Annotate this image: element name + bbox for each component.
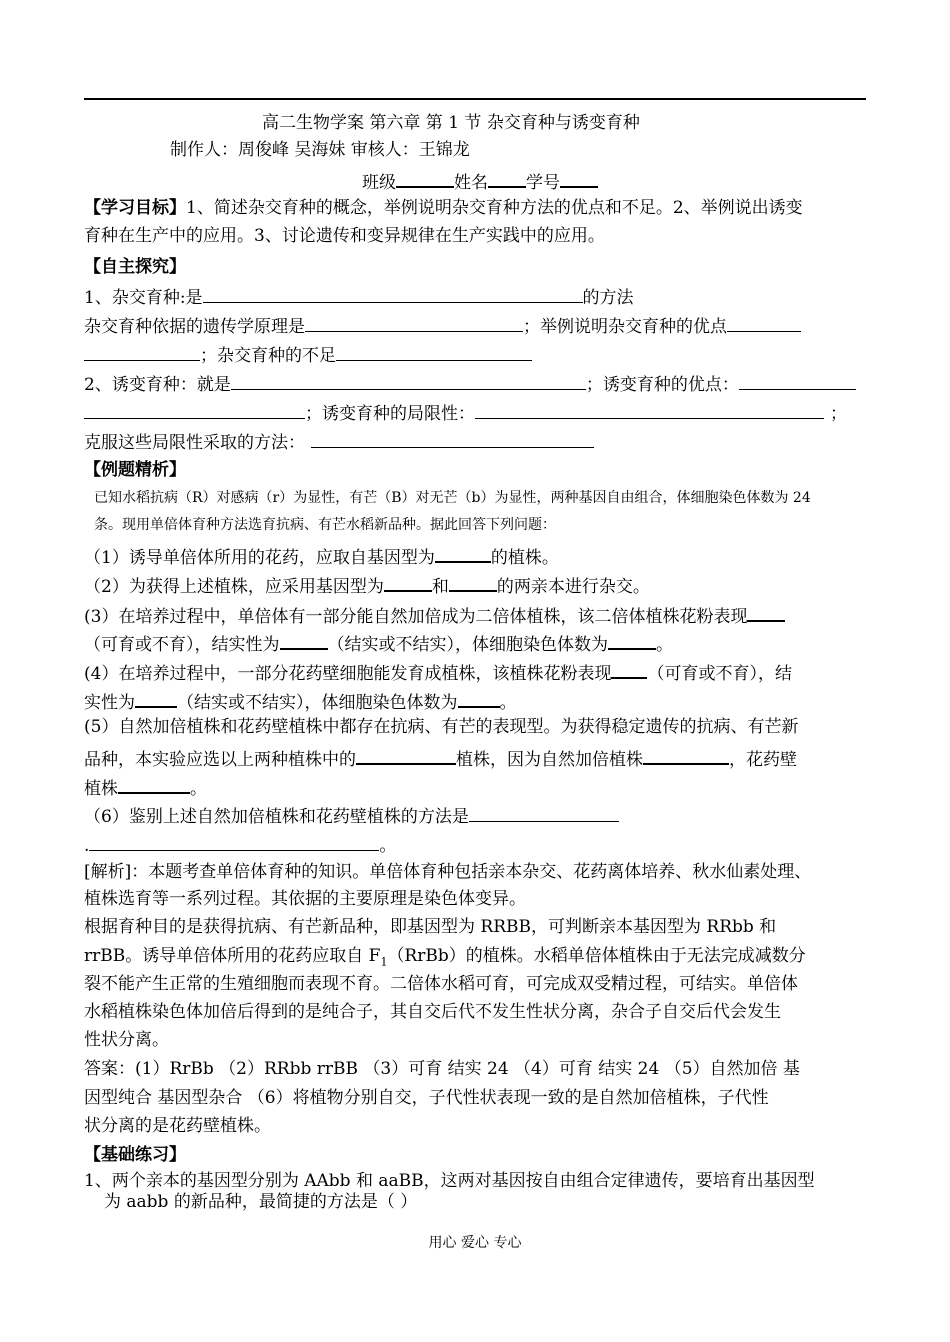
example-p3-text-a: (3）在培养过程中，单倍体有一部分能自然加倍成为二倍体植株，该二倍体植株花粉表现 bbox=[84, 607, 748, 627]
practice-q1-line-1: 1、两个亲本的基因型分别为 AAbb 和 aaBB，这两对基因按自由组合定律遗传，要培育出基因型 bbox=[84, 1171, 815, 1191]
explore-q2-line-1 bbox=[84, 369, 856, 398]
crossbreeding-principle-blank[interactable] bbox=[305, 311, 523, 332]
example-p5-text-b: 品种，本实验应选以上两种植株中的 bbox=[84, 750, 356, 770]
explore-q2-text-c: ；诱变育种的局限性： bbox=[305, 404, 475, 424]
example-p2-text-a: （2）为获得上述植株，应采用基因型为 bbox=[84, 577, 384, 597]
example-part-5-line-3 bbox=[84, 772, 207, 802]
example-p4-text-b: （可育或不育），结 bbox=[647, 664, 792, 684]
example-p5-text-f: 。 bbox=[190, 779, 207, 799]
diploid-fertility-blank[interactable] bbox=[280, 628, 328, 650]
parent-genotype-2-blank[interactable] bbox=[449, 570, 497, 592]
analysis-line-6: 水稻植株染色体加倍后得到的是纯合子，其自交后代不发生性状分离，杂合子自交后代会发生 bbox=[84, 1002, 781, 1022]
explore-heading: 【自主探究】 bbox=[84, 257, 186, 277]
explore-q2-line-3 bbox=[84, 427, 594, 456]
answer-line-1: 答案：(1）RrBb （2）RRbb rrBB （3）可育 结实 24 （4）可育 结实 24 （5）自然加倍 基 bbox=[84, 1059, 800, 1079]
explore-q2-line-2 bbox=[84, 398, 847, 427]
number-label: 学号 bbox=[526, 173, 560, 193]
selected-plant-blank[interactable] bbox=[356, 743, 456, 765]
answer-line-3: 状分离的是花药壁植株。 bbox=[84, 1116, 271, 1136]
mutation-limitation-blank[interactable] bbox=[475, 398, 824, 419]
practice-q1-line-2: 为 aabb 的新品种，最简捷的方法是（ ） bbox=[104, 1192, 418, 1212]
explore-q1-text-c: 杂交育种依据的遗传学原理是 bbox=[84, 317, 305, 337]
page-title: 高二生物学案 第六章 第 1 节 杂交育种与诱变育种 bbox=[262, 113, 640, 133]
example-p2-text-c: 的两亲本进行杂交。 bbox=[496, 577, 650, 597]
class-blank[interactable] bbox=[396, 166, 454, 188]
explore-q1-text-e: ； bbox=[200, 346, 217, 366]
anther-genotype-blank[interactable] bbox=[435, 541, 491, 563]
top-rule bbox=[84, 98, 866, 100]
page-footer: 用心 爱心 专心 bbox=[428, 1235, 522, 1251]
anther-wall-chromosome-blank[interactable] bbox=[458, 686, 500, 708]
analysis-l4-text-b: （RrBb）的植株。水稻单倍体植株由于无法完成减数分 bbox=[387, 946, 806, 966]
example-p1-text-b: 的植株。 bbox=[490, 548, 559, 568]
parent-genotype-1-blank[interactable] bbox=[384, 570, 432, 592]
identification-method-blank[interactable] bbox=[469, 801, 619, 822]
example-p3-text-b: （可育或不育），结实性为 bbox=[84, 635, 280, 655]
example-p1-text-a: （1）诱导单倍体所用的花药，应取自基因型为 bbox=[84, 548, 435, 568]
answer-line-2: 因型纯合 基因型杂合 （6）将植物分别自交，子代性状表现一致的是自然加倍植株，子代性 bbox=[84, 1088, 769, 1108]
example-part-6-line-2 bbox=[84, 830, 396, 859]
explore-q1-line-3 bbox=[84, 340, 532, 369]
objectives-heading: 【学习目标】 bbox=[84, 198, 186, 218]
objectives-text-1: 1、简述杂交育种的概念，举例说明杂交育种方法的优点和不足。2、举例说出诱变 bbox=[186, 198, 803, 218]
explore-q1-text-f: 杂交育种的不足 bbox=[217, 346, 336, 366]
diploid-chromosome-blank[interactable] bbox=[608, 628, 656, 650]
explore-q2-text-d: ； bbox=[830, 404, 847, 424]
diploid-pollen-blank[interactable] bbox=[747, 600, 785, 622]
example-part-4-line-2 bbox=[84, 686, 517, 716]
name-blank[interactable] bbox=[488, 166, 526, 188]
explore-q1-text-a: 1、杂交育种:是 bbox=[84, 288, 203, 308]
example-part-1 bbox=[84, 541, 559, 571]
crossbreeding-disadvantage-blank[interactable] bbox=[336, 340, 532, 361]
example-part-5-line-1: (5）自然加倍植株和花药壁植株中都存在抗病、有芒的表现型。为获得稳定遗传的抗病、有芒新 bbox=[84, 717, 799, 737]
natural-doubling-reason-blank[interactable] bbox=[643, 743, 729, 765]
example-part-3-line-2 bbox=[84, 628, 673, 658]
explore-q1-text-b: 的方法 bbox=[582, 288, 634, 308]
example-intro-1: 已知水稻抗病（R）对感病（r）为显性，有芒（B）对无芒（b）为显性，两种基因自由组合，体细胞染色体数为 24 bbox=[94, 490, 811, 506]
example-p6-text-b: . bbox=[84, 836, 90, 856]
class-label: 班级 bbox=[362, 173, 396, 193]
mutation-definition-blank[interactable] bbox=[231, 369, 586, 390]
example-p4-text-c: 实性为 bbox=[84, 693, 135, 713]
overcome-limitation-blank[interactable] bbox=[311, 427, 594, 448]
example-p5-text-d: ，花药壁 bbox=[729, 750, 797, 770]
analysis-line-2: 植株选育等一系列过程。其依据的主要原理是染色体变异。 bbox=[84, 889, 526, 909]
explore-q2-text-e: 克服这些局限性采取的方法： bbox=[84, 433, 305, 453]
example-p5-text-c: 植株，因为自然加倍植株 bbox=[456, 750, 643, 770]
crossbreeding-advantage-blank-cont[interactable] bbox=[84, 340, 200, 361]
f1-subscript: 1 bbox=[380, 955, 388, 969]
crossbreeding-definition-blank[interactable] bbox=[203, 282, 583, 303]
student-info-line bbox=[362, 166, 598, 196]
example-p4-text-e: 。 bbox=[499, 693, 517, 713]
analysis-l4-text-a: rrBB。诱导单倍体所用的花药应取自 F bbox=[84, 946, 381, 966]
example-heading: 【例题精析】 bbox=[84, 460, 186, 480]
anther-wall-pollen-blank[interactable] bbox=[611, 657, 647, 679]
explore-q1-text-d: ；举例说明杂交育种的优点 bbox=[523, 317, 727, 337]
example-part-4-line-1 bbox=[84, 657, 792, 687]
example-p5-text-e: 植株 bbox=[84, 779, 118, 799]
objectives-line-1 bbox=[84, 195, 803, 221]
analysis-line-5: 裂不能产生正常的生殖细胞而表现不育。二倍体水稻可育，可完成双受精过程，可结实。单倍体 bbox=[84, 974, 798, 994]
objectives-line-2: 育种在生产中的应用。3、讨论遗传和变异规律在生产实践中的应用。 bbox=[84, 226, 605, 246]
example-p3-text-d: 。 bbox=[656, 635, 673, 655]
practice-heading: 【基础练习】 bbox=[84, 1145, 186, 1165]
anther-wall-reason-blank[interactable] bbox=[118, 772, 190, 794]
explore-q1-line-2 bbox=[84, 311, 801, 340]
analysis-line-7: 性状分离。 bbox=[84, 1030, 169, 1050]
example-part-3-line-1 bbox=[84, 600, 785, 630]
crossbreeding-advantage-blank[interactable] bbox=[727, 311, 801, 332]
example-p3-text-c: （结实或不结实），体细胞染色体数为 bbox=[327, 635, 608, 655]
analysis-line-1: [解析]：本题考查单倍体育种的知识。单倍体育种包括亲本杂交、花药离体培养、秋水仙素处理、 bbox=[84, 862, 812, 882]
anther-wall-fertility-blank[interactable] bbox=[135, 686, 177, 708]
example-p4-text-a: (4）在培养过程中，一部分花药壁细胞能发育成植株，该植株花粉表现 bbox=[84, 664, 612, 684]
identification-method-blank-cont[interactable] bbox=[89, 830, 379, 851]
explore-q1-line-1 bbox=[84, 282, 634, 311]
example-part-6-line-1 bbox=[84, 801, 619, 830]
example-part-2 bbox=[84, 570, 650, 600]
number-blank[interactable] bbox=[560, 166, 598, 188]
explore-q2-text-b: ；诱变育种的优点： bbox=[585, 375, 739, 395]
mutation-advantage-blank[interactable] bbox=[739, 369, 856, 390]
example-intro-2: 条。现用单倍体育种方法选育抗病、有芒水稻新品种。据此回答下列问题： bbox=[94, 517, 556, 533]
example-p6-text-c: 。 bbox=[379, 836, 397, 856]
name-label: 姓名 bbox=[454, 173, 488, 193]
example-p6-text-a: （6）鉴别上述自然加倍植株和花药壁植株的方法是 bbox=[84, 807, 469, 827]
explore-q2-text-a: 2、诱变育种：就是 bbox=[84, 375, 231, 395]
analysis-line-3: 根据育种目的是获得抗病、有芒新品种，即基因型为 RRBB，可判断亲本基因型为 RRbb 和 bbox=[84, 917, 777, 937]
mutation-advantage-blank-cont[interactable] bbox=[84, 398, 305, 419]
example-p4-text-d: （结实或不结实），体细胞染色体数为 bbox=[177, 693, 458, 713]
authors-line: 制作人：周俊峰 吴海妹 审核人：王锦龙 bbox=[170, 140, 470, 160]
example-part-5-line-2 bbox=[84, 743, 797, 773]
example-p2-text-b: 和 bbox=[431, 577, 449, 597]
